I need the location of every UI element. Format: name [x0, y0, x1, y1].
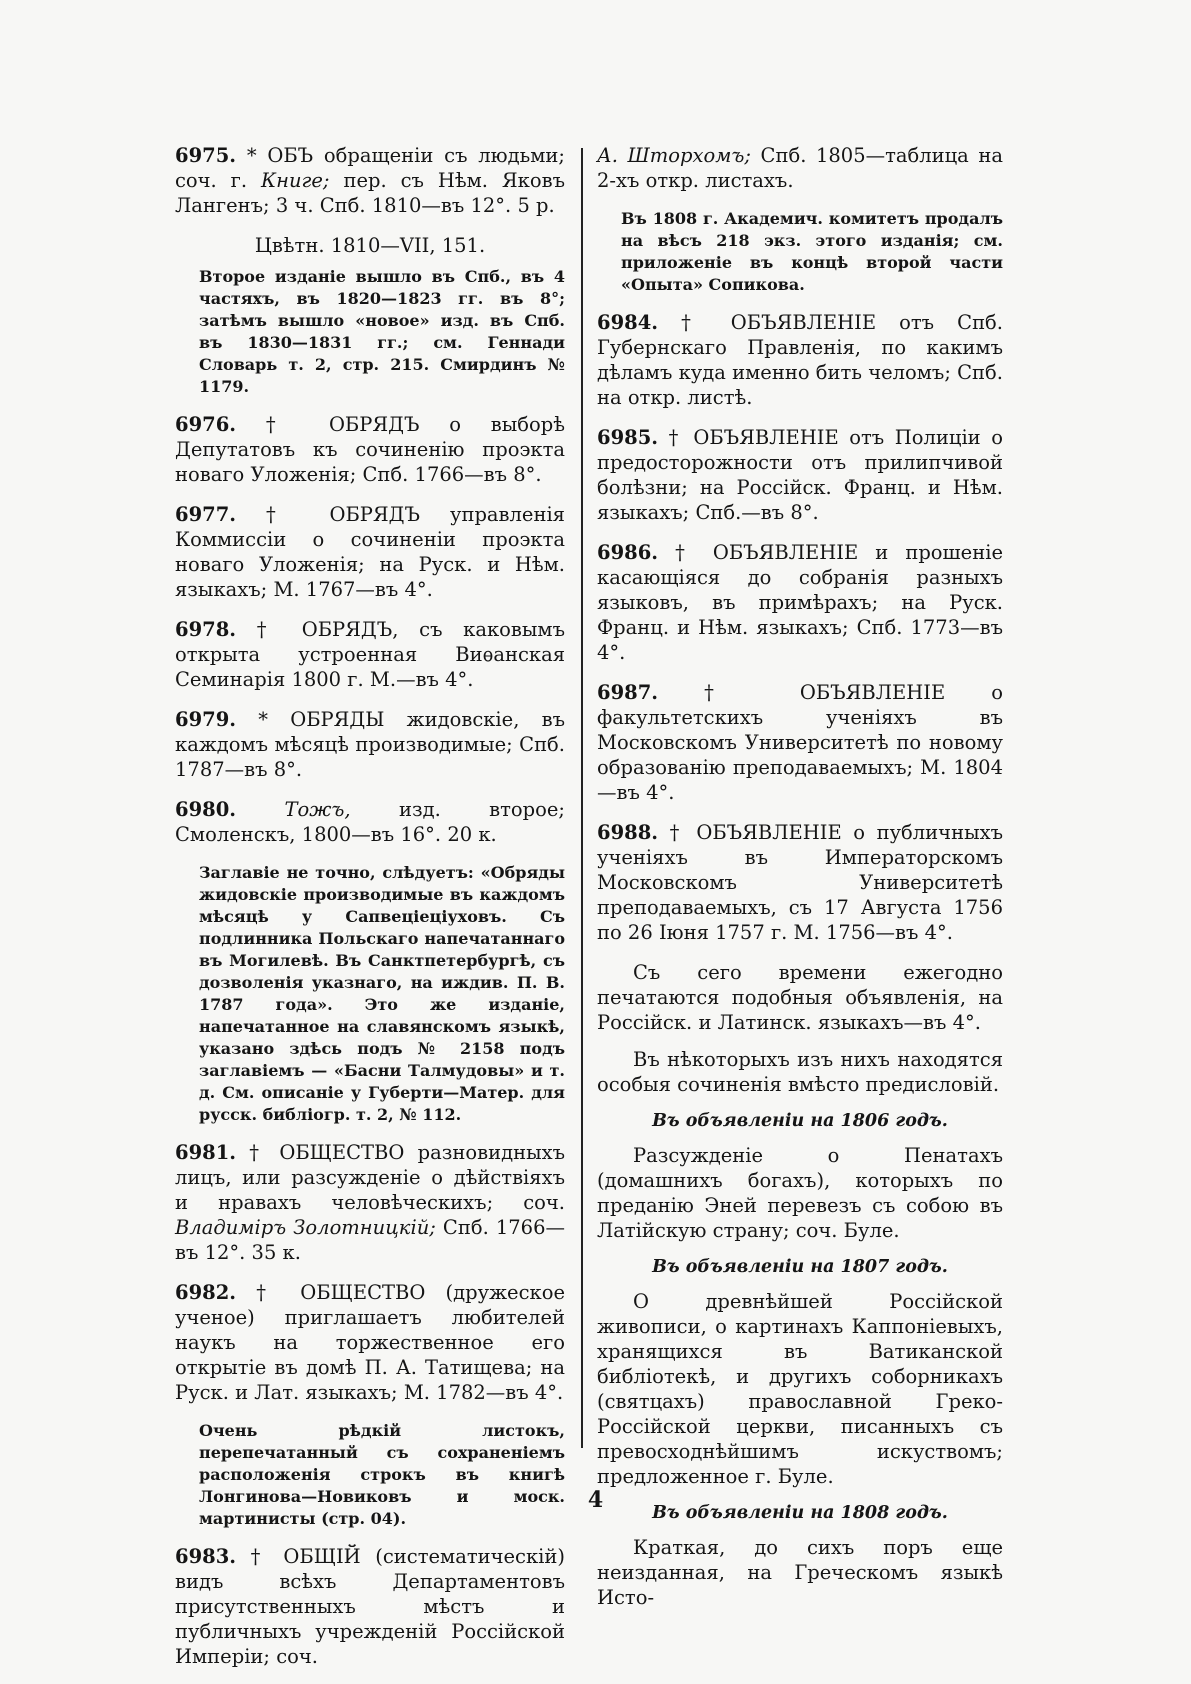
entry-italic: А. Шторхомъ;	[597, 144, 751, 167]
entry-text: † ОБЩIЙ (систематическiй) видъ всѣхъ Департаментовъ присутственныхъ мѣстъ и публичныхъ учрежденiй Россiйской Имперiи; соч.	[175, 1545, 565, 1668]
entry-text: † ОБЪЯВЛЕНIЕ отъ Спб. Губернскаго Правленiя, по какимъ дѣламъ куда именно бить челомъ; Спб. на откр. листѣ.	[597, 311, 1003, 409]
entry-text: * ОБЪ обращенiи съ людьми; соч. г.	[175, 144, 565, 192]
entry-italic: Тожъ,	[284, 798, 351, 821]
paragraph: Въ нѣкоторыхъ изъ нихъ находятся особыя сочиненiя вмѣсто предисловiй.	[597, 1048, 1003, 1096]
entry-number: 6986.	[597, 541, 659, 564]
paragraph: Разсужденiе о Пенатахъ (домашнихъ богахъ), которыхъ по преданiю Эней перевезъ съ собою въ Латiйскую страну; соч. Буле.	[597, 1144, 1003, 1242]
entry-text: † ОБРЯДЪ, съ каковымъ открыта устроенная Виѳанская Семинарiя 1800 г. М.—въ 4°.	[175, 618, 565, 691]
entry-text: † ОБЪЯВЛЕНIЕ о факультетскихъ ученiяхъ въ Московскомъ Университетѣ по новому образованiю преподаваемыхъ; М. 1804—въ 4°.	[597, 681, 1003, 804]
entry-text: * ОБРЯДЫ жидовскiе, въ каждомъ мѣсяцѣ производимые; Спб. 1787—въ 8°.	[175, 708, 565, 781]
catalog-entry	[597, 680, 1003, 805]
catalog-entry	[597, 540, 1003, 665]
entry-citation: Цвѣтн. 1810—VII, 151.	[254, 234, 486, 257]
entry-text-continued: пер. съ Нѣм. Яковъ Лангенъ; 3 ч. Спб. 1810—въ 12°. 5 р.	[175, 169, 565, 217]
entry-italic: Книге;	[261, 169, 330, 192]
catalog-entry	[597, 425, 1003, 525]
entry-number: 6988.	[597, 821, 659, 844]
catalog-entry	[597, 310, 1003, 410]
entry-number: 6984.	[597, 311, 659, 334]
entry-italic: Владимiръ Золотницкiй;	[175, 1216, 436, 1239]
entry-text: † ОБЩЕСТВО (дружеское ученое) приглашаетъ любителей наукъ на торжественное его открытiе въ домѣ П. А. Татищева; на Руск. и Лат. языкахъ; М. 1782—въ 4°.	[175, 1281, 565, 1404]
entry-note: Второе изданiе вышло въ Спб., въ 4 частяхъ, въ 1820—1823 гг. въ 8°; затѣмъ вышло «новое» изд. въ Спб. въ 1830—1831 гг.; см. Геннади Словарь т. 2, стр. 215. Смирдинъ № 1179.	[199, 267, 565, 396]
entry-text: † ОБРЯДЪ управленiя Коммиссiи о сочиненiи проэкта новаго Уложенiя; на Руск. и Нѣм. языкахъ; М. 1767—въ 4°.	[175, 503, 565, 601]
section-heading: Въ объявленiи на 1808 годъ.	[652, 1503, 948, 1523]
paragraph: О древнѣйшей Россiйской живописи, о картинахъ Каппонiевыхъ, хранящихся въ Ватиканской библiотекѣ, и другихъ соборникахъ (святцахъ) православной Греко-Россiйской церкви, писанныхъ съ превосходнѣйшимъ искуствомъ; предложенное г. Буле.	[597, 1290, 1003, 1488]
entry-text: † ОБЩЕСТВО разновидныхъ лицъ, или разсужденiе о дѣйствiяхъ и нравахъ человѣческихъ; соч.	[175, 1141, 565, 1214]
catalog-entry	[175, 707, 565, 782]
catalog-entry	[175, 797, 565, 847]
entry-note: Въ 1808 г. Академич. комитетъ продалъ на вѣсъ 218 экз. этого изданiя; см. приложенiе въ концѣ второй части «Опыта» Сопикова.	[621, 209, 1003, 294]
entry-number: 6976.	[175, 413, 237, 436]
entry-number: 6977.	[175, 503, 237, 526]
catalog-entry	[597, 820, 1003, 945]
entry-text	[236, 798, 284, 821]
entry-number: 6987.	[597, 681, 659, 704]
catalog-entry	[175, 412, 565, 487]
entry-text-continued: Спб. 1805—таблица на 2-хъ откр. листахъ.	[597, 144, 1004, 192]
entry-text: † ОБЪЯВЛЕНIЕ отъ Полицiи о предосторожности отъ прилипчивой болѣзни; на Россiйск. Франц. и Нѣм. языкахъ; Спб.—въ 8°.	[597, 426, 1003, 524]
entry-number: 6983.	[175, 1545, 237, 1568]
catalog-entry	[175, 502, 565, 602]
entry-text: † ОБЪЯВЛЕНIЕ о публичныхъ ученiяхъ въ Императорскомъ Московскомъ Университетѣ преподаваемыхъ, съ 17 Августа 1756 по 26 Iюня 1757 г. М. 1756—въ 4°.	[597, 821, 1003, 944]
entry-number: 6975.	[175, 144, 237, 167]
entry-number: 6980.	[175, 798, 237, 821]
catalog-entry	[175, 143, 565, 218]
column-divider	[581, 148, 583, 1448]
entry-number: 6979.	[175, 708, 237, 731]
left-column	[175, 143, 565, 1684]
entry-number: 6978.	[175, 618, 237, 641]
right-column	[597, 143, 1003, 1622]
catalog-entry	[597, 143, 1003, 193]
page-number: 4	[587, 1487, 604, 1513]
section-heading: Въ объявленiи на 1806 годъ.	[652, 1111, 948, 1131]
entry-note: Очень рѣдкiй листокъ, перепечатанный съ сохраненiемъ расположенiя строкъ въ книгѣ Лонгинова—Новиковъ и моск. мартинисты (стр. 04).	[199, 1421, 565, 1528]
entry-text-continued: изд. второе; Смоленскъ, 1800—въ 16°. 20 к.	[175, 798, 566, 846]
paragraph: Краткая, до сихъ поръ еще неизданная, на Греческомъ языкѣ Исто-	[597, 1536, 1003, 1609]
catalog-entry	[175, 1140, 565, 1265]
entry-number: 6981.	[175, 1141, 237, 1164]
entry-text: † ОБЪЯВЛЕНIЕ и прошенiе касающiяся до собранiя разныхъ языковъ, въ примѣрахъ; на Руск. Франц. и Нѣм. языкахъ; Спб. 1773—въ 4°.	[597, 541, 1003, 664]
entry-number: 6982.	[175, 1281, 237, 1304]
catalog-entry	[175, 617, 565, 692]
entry-note: Заглавiе не точно, слѣдуетъ: «Обряды жидовскiе производимые въ каждомъ мѣсяцѣ у Сапвецiецiуховъ. Съ подлинника Польскаго напечатаннаго въ Могилевѣ. Въ Санктпетербургѣ, съ дозволенiя указнаго, на иждив. П. В. 1787 года». Это же изданiе, напечатанное на славянскомъ языкѣ, указано здѣсь подъ № 2158 подъ заглавiемъ — «Басни Талмудовы» и т. д. См. описанiе у Губерти—Матер. для русск. библiогр. т. 2, № 112.	[199, 863, 565, 1124]
entry-text-continued: Спб. 1766—въ 12°. 35 к.	[175, 1216, 565, 1264]
catalog-entry	[175, 1280, 565, 1405]
section-heading: Въ объявленiи на 1807 годъ.	[652, 1257, 948, 1277]
catalog-entry	[175, 1544, 565, 1669]
paragraph: Съ сего времени ежегодно печатаются подобныя объявленiя, на Россiйск. и Латинск. языкахъ—въ 4°.	[597, 961, 1003, 1034]
entry-number: 6985.	[597, 426, 659, 449]
entry-text: † ОБРЯДЪ о выборѣ Депутатовъ къ сочиненiю проэкта новаго Уложенiя; Спб. 1766—въ 8°.	[175, 413, 565, 486]
